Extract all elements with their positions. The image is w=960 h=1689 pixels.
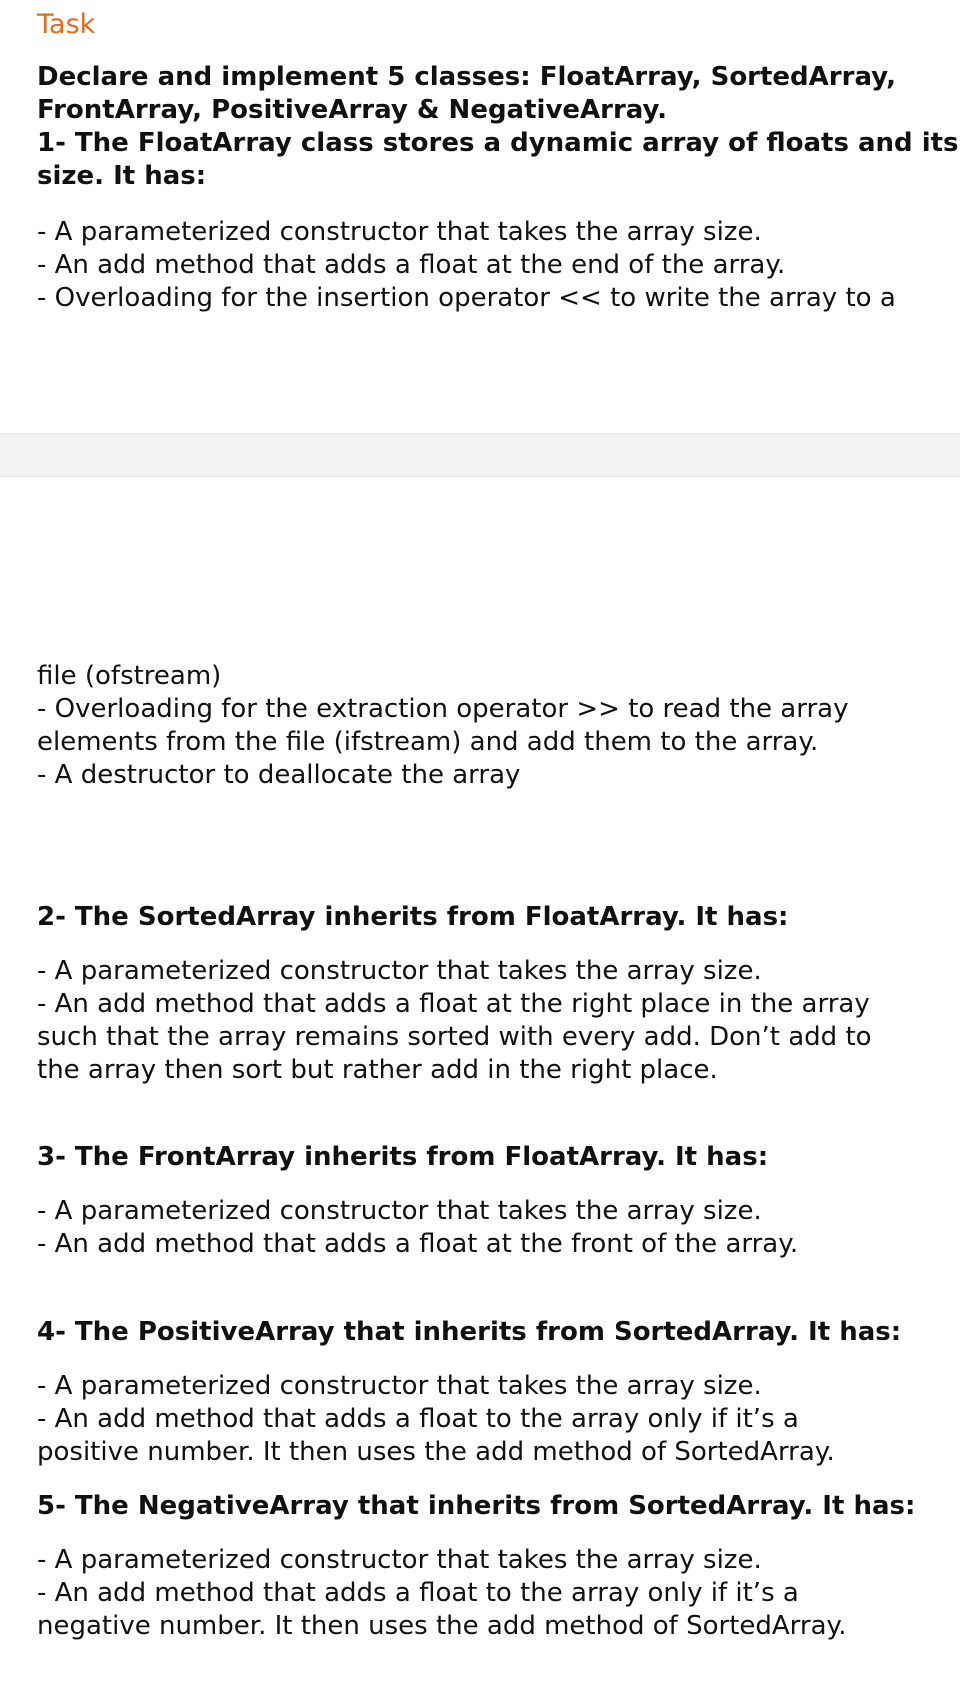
intro-line: Declare and implement 5 classes: FloatArray, SortedArray,	[37, 62, 896, 92]
task-label: Task	[37, 9, 96, 40]
intro-line: size. It has:	[37, 161, 207, 191]
sorted-array-items	[37, 955, 937, 1087]
intro-line: FrontArray, PositiveArray & NegativeArray.	[37, 95, 667, 125]
negative-array-heading: 5- The NegativeArray that inherits from SortedArray. It has:	[37, 1491, 916, 1521]
float-array-items-part2	[37, 660, 937, 792]
list-item: - An add method that adds a float at the right place in the array	[37, 989, 870, 1019]
list-item: such that the array remains sorted with every add. Don’t add to	[37, 1022, 872, 1052]
list-item: - A parameterized constructor that takes the array size.	[37, 1196, 762, 1226]
intro-line: 1- The FloatArray class stores a dynamic array of floats and its	[37, 128, 959, 158]
list-item: - A parameterized constructor that takes the array size.	[37, 956, 762, 986]
positive-array-items	[37, 1370, 937, 1469]
list-item: file (ofstream)	[37, 661, 222, 691]
list-item: - Overloading for the extraction operator >> to read the array	[37, 694, 849, 724]
front-array-items	[37, 1195, 937, 1261]
positive-array-heading: 4- The PositiveArray that inherits from SortedArray. It has:	[37, 1317, 902, 1347]
list-item: - An add method that adds a float to the array only if it’s a	[37, 1404, 799, 1434]
list-item: negative number. It then uses the add method of SortedArray.	[37, 1611, 847, 1641]
list-item: - A parameterized constructor that takes the array size.	[37, 217, 762, 247]
list-item: elements from the file (ifstream) and add them to the array.	[37, 727, 819, 757]
page-break-divider	[0, 433, 960, 477]
list-item: - An add method that adds a float at the front of the array.	[37, 1229, 799, 1259]
float-array-items-part1	[37, 216, 937, 315]
list-item: - A parameterized constructor that takes the array size.	[37, 1371, 762, 1401]
front-array-heading: 3- The FrontArray inherits from FloatArray. It has:	[37, 1142, 769, 1172]
sorted-array-heading: 2- The SortedArray inherits from FloatArray. It has:	[37, 902, 789, 932]
list-item: - A destructor to deallocate the array	[37, 760, 521, 790]
negative-array-items	[37, 1544, 937, 1643]
list-item: positive number. It then uses the add method of SortedArray.	[37, 1437, 835, 1467]
list-item: - An add method that adds a float at the end of the array.	[37, 250, 786, 280]
list-item: - A parameterized constructor that takes the array size.	[37, 1545, 762, 1575]
intro-paragraph	[37, 61, 959, 193]
list-item: - An add method that adds a float to the array only if it’s a	[37, 1578, 799, 1608]
list-item: the array then sort but rather add in the right place.	[37, 1055, 718, 1085]
list-item: - Overloading for the insertion operator << to write the array to a	[37, 283, 896, 313]
